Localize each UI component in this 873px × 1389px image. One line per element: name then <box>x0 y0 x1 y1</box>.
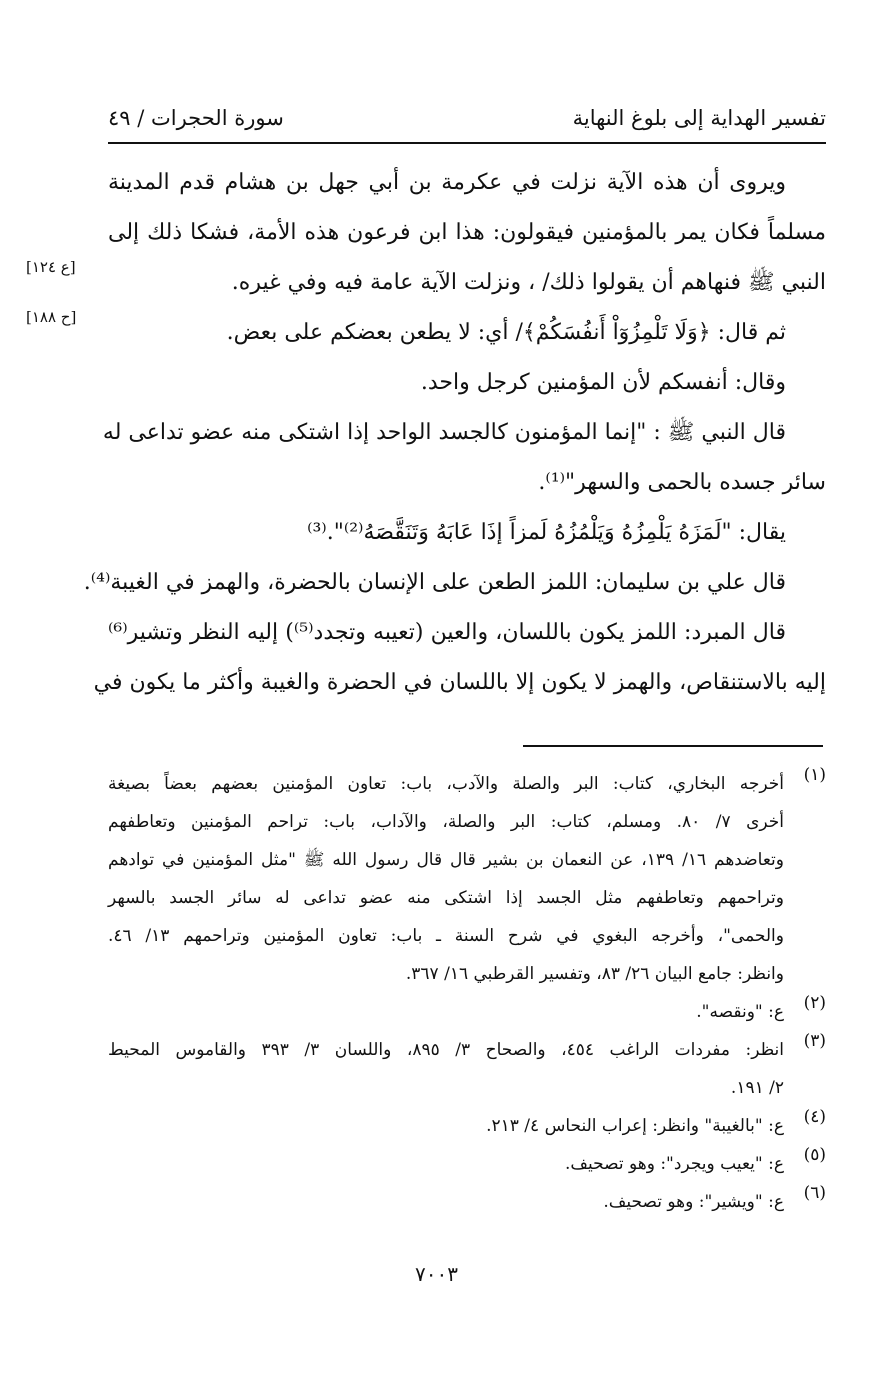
margin-note-ha: [ح ١٨٨] <box>26 308 77 326</box>
footnote-number: (١) <box>803 765 826 785</box>
footnote <box>108 993 826 1031</box>
footnote-line: وانظر: جامع البيان ٢٦/ ٨٣، وتفسير القرطبي ١٦/ ٣٦٧. <box>405 964 784 984</box>
body-line: مسلماً فكان يمر بالمؤمنين فيقولون: هذا ابن فرعون هذه الأمة، فشكا ذلك إلى <box>108 220 826 245</box>
footnote-number: (٦) <box>803 1183 826 1203</box>
footnote-line: ٢/ ١٩١. <box>730 1078 784 1098</box>
body-line: سائر جسده بالحمى والسهر"⁽¹⁾. <box>538 470 826 495</box>
page-number: ٧٠٠٣ <box>415 1262 458 1286</box>
body-line: وقال: أنفسكم لأن المؤمنين كرجل واحد. <box>420 370 786 395</box>
footnote-number: (٤) <box>803 1107 826 1127</box>
footnote-line: وتراحمهم وتعاطفهم مثل الجسد إذا اشتكى منه عضو تداعى له سائر الجسد بالسهر <box>108 888 784 908</box>
footnote-line: أخرى ٧/ ٨٠. ومسلم، كتاب: البر والصلة، والآداب، باب: تراحم المؤمنين وتعاطفهم <box>108 812 784 832</box>
running-header <box>108 98 826 138</box>
footnote <box>108 765 826 993</box>
footnotes <box>108 765 826 1221</box>
body-line: النبي ﷺ فنهاهم أن يقولوا ذلك/ ، ونزلت الآية عامة فيه وفي غيره. <box>231 270 826 295</box>
footnote-line: ع: "ويشير": وهو تصحيف. <box>603 1192 784 1212</box>
footnote-line: انظر: مفردات الراغب ٤٥٤، والصحاح ٣/ ٨٩٥، واللسان ٣/ ٣٩٣ والقاموس المحيط <box>108 1040 784 1060</box>
body-line: قال المبرد: اللمز يكون باللسان، والعين (تعيبه وتجدد⁽⁵⁾) إليه النظر وتشير⁽⁶⁾ <box>108 620 786 645</box>
footnote <box>108 1107 826 1145</box>
footnote-number: (٢) <box>803 993 826 1013</box>
footnote-line: ع: "ونقصه". <box>696 1002 784 1022</box>
book-title: تفسير الهداية إلى بلوغ النهاية <box>572 106 826 130</box>
footnote-line: والحمى"، وأخرجه البغوي في شرح السنة ـ باب: تعاون المؤمنين وتراحمهم ١٣/ ٤٦. <box>108 926 784 946</box>
footnote-number: (٣) <box>803 1031 826 1051</box>
body-line: قال النبي ﷺ : "إنما المؤمنون كالجسد الواحد إذا اشتكى منه عضو تداعى له <box>102 420 786 445</box>
footnote <box>108 1031 826 1107</box>
body-line: ثم قال: ﴿وَلَا تَلْمِزُوٓاْ أَنفُسَكُمْ﴾/ أي: لا يطعن بعضكم على بعض. <box>226 320 786 345</box>
footnote <box>108 1183 826 1221</box>
footnote-line: وتعاضدهم ١٦/ ١٣٩، عن النعمان بن بشير قال قال رسول الله ﷺ "مثل المؤمنين في توادهم <box>108 850 784 870</box>
footnote-line: أخرجه البخاري، كتاب: البر والصلة والآدب، باب: تعاون المؤمنين بعضهم بعضاً بصيغة <box>108 774 784 794</box>
surah-label: سورة الحجرات / ٤٩ <box>108 106 284 130</box>
body-line: إليه بالاستنقاص، والهمز لا يكون إلا باللسان في الحضرة والغيبة وأكثر ما يكون في <box>93 670 826 695</box>
header-rule <box>108 142 826 144</box>
body-line: ويروى أن هذه الآية نزلت في عكرمة بن أبي جهل بن هشام قدم المدينة <box>108 170 786 195</box>
main-text <box>83 158 826 708</box>
footnote <box>108 1145 826 1183</box>
footnote-number: (٥) <box>803 1145 826 1165</box>
margin-note-ain: [ع ١٢٤] <box>26 258 76 276</box>
footnote-line: ع: "بالغيبة" وانظر: إعراب النحاس ٤/ ٢١٣. <box>486 1116 784 1136</box>
body-line: يقال: "لَمَزَهُ يَلْمِزُهُ وَيَلْمُزُهُ لَمزاً إذَا عَابَهُ وَتَنَقَّصَهُ⁽²⁾".⁽³⁾ <box>307 520 786 545</box>
body-line: قال علي بن سليمان: اللمز الطعن على الإنسان بالحضرة، والهمز في الغيبة⁽⁴⁾. <box>83 570 786 595</box>
footnote-rule <box>523 745 823 747</box>
footnote-line: ع: "يعيب ويجرد": وهو تصحيف. <box>564 1154 784 1174</box>
